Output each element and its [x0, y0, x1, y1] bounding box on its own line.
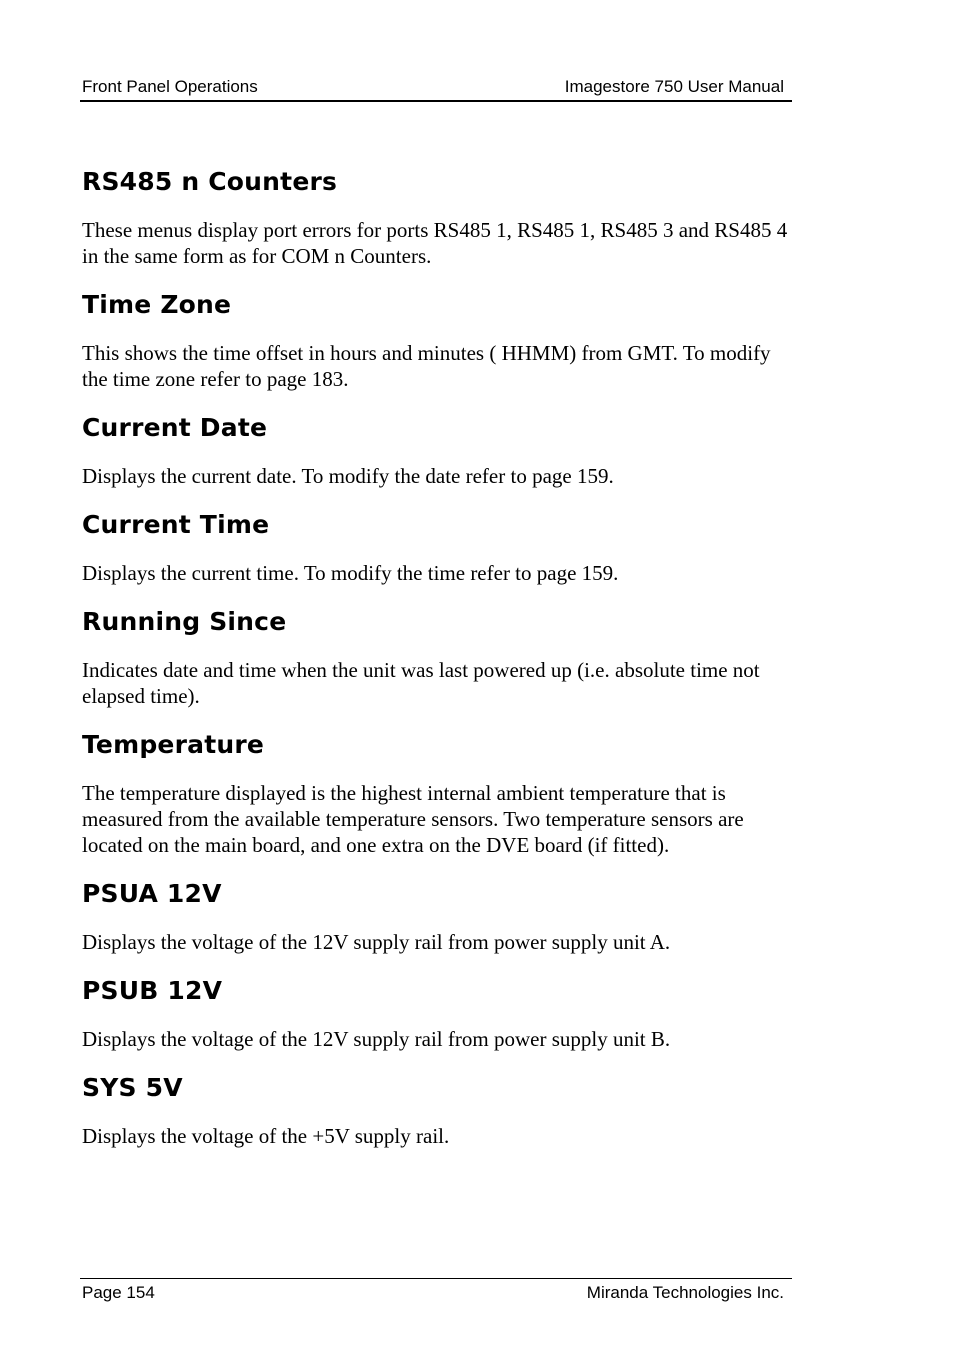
company-name: Miranda Technologies Inc. [586, 1283, 784, 1302]
section-psub-12v [82, 975, 794, 1052]
section-heading: PSUB 12V [82, 976, 223, 1005]
section-psua-12v [82, 878, 794, 955]
section-rs485-counters [82, 166, 794, 269]
section-heading: SYS 5V [82, 1073, 183, 1102]
section-heading: Current Date [82, 413, 268, 442]
section-running-since [82, 606, 794, 709]
section-body: Displays the current time. To modify the time refer to page 159. [82, 561, 619, 585]
page-number: Page 154 [82, 1283, 155, 1302]
section-current-time [82, 509, 794, 586]
section-heading: PSUA 12V [82, 879, 222, 908]
section-heading: Current Time [82, 510, 270, 539]
page-footer [80, 1278, 792, 1305]
section-body: Displays the voltage of the +5V supply rail. [82, 1124, 450, 1148]
section-heading: Temperature [82, 730, 265, 759]
section-body: Indicates date and time when the unit was last powered up (i.e. absolute time not elapsed time). [82, 658, 760, 708]
section-body: Displays the voltage of the 12V supply rail from power supply unit A. [82, 930, 671, 954]
section-body: This shows the time offset in hours and minutes ( HHMM) from GMT. To modify the time zone refer to page 183. [82, 341, 771, 391]
section-body: Displays the voltage of the 12V supply rail from power supply unit B. [82, 1027, 671, 1051]
section-heading: Time Zone [82, 290, 232, 319]
section-body: The temperature displayed is the highest internal ambient temperature that is measured from the available temperature sensors. Two temperature sensors are located on the main board, and one extra on the DVE board (if fitted). [82, 781, 744, 857]
section-body: Displays the current date. To modify the date refer to page 159. [82, 464, 614, 488]
header-section-title: Front Panel Operations [82, 77, 258, 96]
section-time-zone [82, 289, 794, 392]
page-header [80, 76, 792, 102]
section-heading: Running Since [82, 607, 287, 636]
page-content [82, 166, 794, 1169]
header-manual-title: Imagestore 750 User Manual [564, 77, 784, 96]
section-temperature [82, 729, 794, 858]
section-current-date [82, 412, 794, 489]
section-body: These menus display port errors for ports RS485 1, RS485 1, RS485 3 and RS485 4 in the same form as for COM n Counters. [82, 218, 788, 268]
section-sys-5v [82, 1072, 794, 1149]
section-heading: RS485 n Counters [82, 167, 338, 196]
